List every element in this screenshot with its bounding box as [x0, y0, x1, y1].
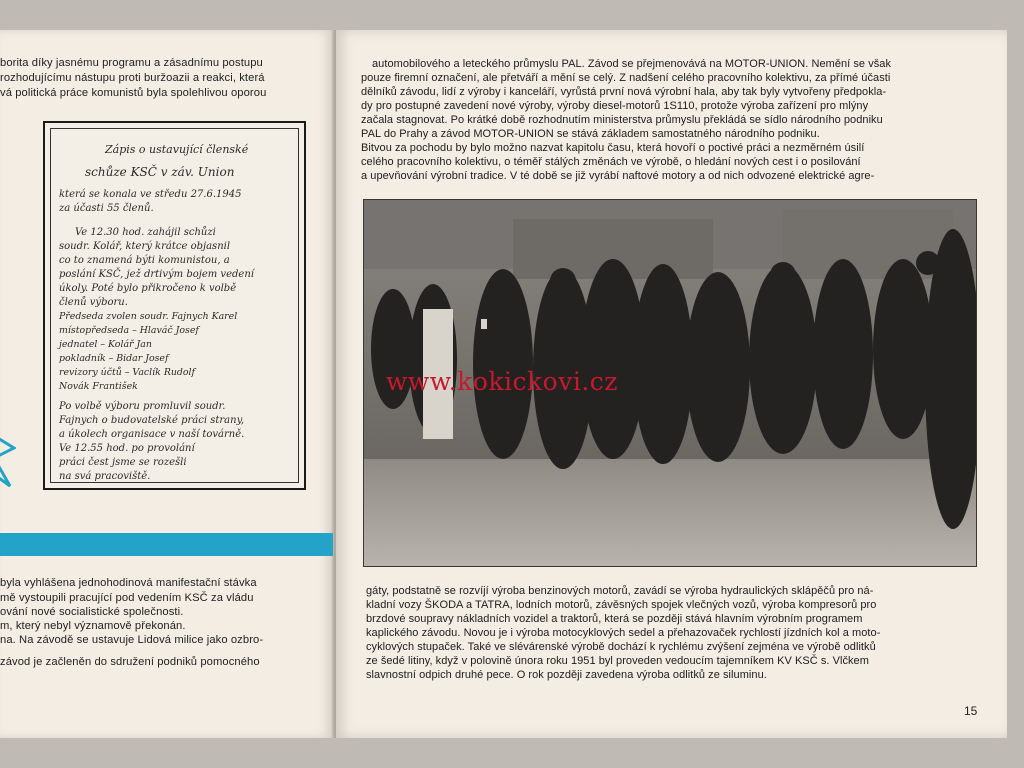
right-text-line: PAL do Prahy a závod MOTOR-UNION se stává základem samostatného národního podniku.: [361, 128, 820, 140]
right-text-line: automobilového a leteckého průmyslu PAL. Závod se přejmenovává na MOTOR-UNION. Nemění se však: [372, 58, 892, 70]
right-text-line: brzdové soupravy nákladních vozidel a traktorů, která se později stává hlavním výrobním programem: [366, 613, 863, 625]
right-text-line: slavnostní odpich druhé pece. O rok později zavedena výroba odlitků ze siluminu.: [366, 669, 767, 681]
letter-line: Předseda zvolen soudr. Fajnych Karel: [59, 311, 238, 322]
accent-band: [0, 533, 333, 556]
right-text-line: dy pro postupné zavedení nové výroby, výroby diesel-motorů 1S110, protože výroba zařízení pro mlýny: [361, 100, 869, 112]
left-text-line: ování nové socialistické společnosti.: [0, 606, 184, 618]
right-text-line: kladní vozy ŠKODA a TATRA, lodních motorů, závěsných spojek vlečných vozů, výroba kompresorů pro: [366, 599, 877, 611]
right-text-line: pouze firemní označení, ale přetváří a mění se celý. Z nadšení celého pracovního kolektivu, za přímé účasti: [361, 72, 891, 84]
right-text-line: gáty, podstatně se rozvíjí výroba benzinových motorů, zavádí se výroba hydraulických sklápěčů pro ná-: [366, 585, 874, 597]
letter-line: Ve 12.55 hod. po provolání: [59, 443, 195, 454]
letter-line: za účasti 55 členů.: [59, 203, 154, 214]
letter-line: Novák František: [59, 381, 138, 392]
left-text-line: rozhodujícímu nástupu proti buržoazii a reakci, která: [0, 72, 265, 84]
left-text-line: byla vyhlášena jednohodinová manifestační stávka: [0, 577, 257, 589]
letter-line: revizory účtů – Vaclík Rudolf: [59, 367, 196, 378]
letter-line: úkoly. Poté bylo přikročeno k volbě: [59, 283, 237, 294]
letter-line: Fajnych o budovatelské práci strany,: [59, 415, 245, 426]
right-text-line: začala stagnovat. Po krátké době rozhodnutím ministerstva průmyslu překládá se sídlo národního podniku: [361, 114, 883, 126]
letter-line: schůze KSČ v záv. Union: [85, 165, 235, 179]
left-text-line: závod je začleněn do sdružení podniků pomocného: [0, 656, 260, 668]
letter-line: Ve 12.30 hod. zahájil schůzi: [75, 227, 216, 238]
right-text-line: cyklových stupaček. Také ve slévárenské výrobě dochází k rychlému zvýšení zejména ve výrobě odlitků: [366, 641, 876, 653]
right-text-line: Bitvou za pochodu by bylo možno nazvat kapitolu času, která hovoří o poctivé práci a nezměrném úsilí: [361, 142, 865, 154]
right-text-line: ze šedé litiny, když v polovině února roku 1951 byl proveden vedoucím tajemníkem KV KSČ s. Vlčkem: [366, 655, 869, 667]
letter-line: Zápis o ustavující členské: [105, 143, 249, 156]
star-outline-graphic: [0, 414, 16, 494]
letter-line: členů výboru.: [59, 297, 128, 308]
page-number: 15: [964, 704, 978, 718]
right-text-line: a upevňování výrobní tradice. V té době se již vyrábí naftové motory a od nich odvozené elektrické agre-: [361, 170, 875, 182]
letter-line: jednatel – Kolář Jan: [59, 339, 152, 350]
left-text-line: na. Na závodě se ustavuje Lidová milice jako ozbro-: [0, 634, 264, 646]
letter-line: práci čest jsme se rozešli: [59, 457, 187, 468]
left-text-line: mě vystoupili pracující pod vedením KSČ za vládu: [0, 592, 254, 604]
letter-line: místopředseda – Hlaváč Josef: [59, 325, 199, 336]
letter-line: pokladník – Bidar Josef: [59, 353, 169, 364]
left-text-line: m, který nebyl významově překonán.: [0, 620, 186, 632]
watermark-text: www.kokickovi.cz: [386, 367, 618, 396]
letter-line: co to znamená býti komunistou, a: [59, 255, 230, 266]
letter-line: poslání KSČ, jež drtivým bojem vedení: [59, 269, 254, 280]
left-text-line: vá politická práce komunistů byla spolehlivou oporou: [0, 87, 267, 99]
letter-line: a úkolech organisace v naší továrně.: [59, 429, 245, 440]
letter-line: která se konala ve středu 27.6.1945: [59, 189, 242, 200]
letter-line: Po volbě výboru promluvil soudr.: [59, 401, 226, 412]
handwritten-minutes-facsimile: [43, 121, 306, 490]
letter-line: soudr. Kolář, který krátce objasnil: [59, 241, 231, 252]
right-text-line: celého pracovního kolektivu, o téměř stálých změnách ve výrobě, o hledání nových cest i o posilování: [361, 156, 861, 168]
right-text-line: kaplického závodu. Novou je i výroba motocyklových sedel a přehazovaček rychlostí jízdních kol a moto-: [366, 627, 881, 639]
right-text-line: dělníků závodu, lidí z výroby i kanceláří, vyrůstá první nová výrobní hala, aby tak byly vytvořeny předpokla-: [361, 86, 887, 98]
left-text-line: borita díky jasnému programu a zásadnímu postupu: [0, 57, 263, 69]
letter-line: na svá pracoviště.: [59, 471, 151, 482]
